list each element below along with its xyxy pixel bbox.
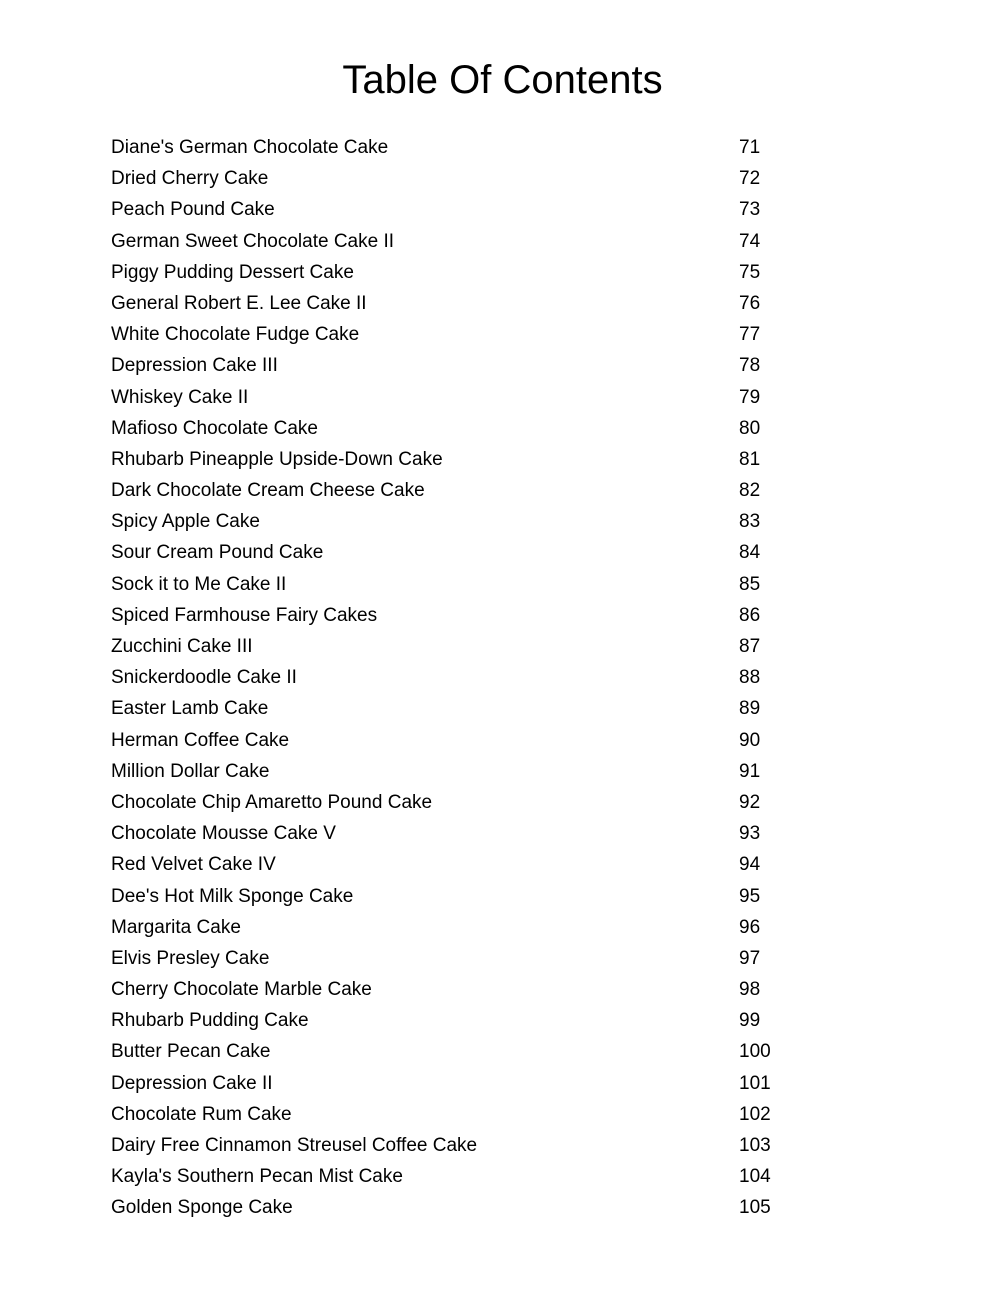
toc-entry-title: White Chocolate Fudge Cake: [111, 324, 360, 346]
toc-entry-title: Chocolate Mousse Cake V: [111, 823, 336, 845]
toc-entry-page-number: 102: [739, 1103, 771, 1125]
toc-entry-title: Elvis Presley Cake: [111, 947, 270, 969]
toc-entry: [111, 1039, 811, 1070]
toc-entry: [111, 696, 811, 727]
toc-entry: [111, 634, 811, 665]
toc-entry-title: General Robert E. Lee Cake II: [111, 292, 367, 314]
toc-entry-page-number: 86: [739, 604, 761, 626]
toc-entry-page-number: 80: [739, 417, 761, 439]
toc-entry-title: Depression Cake III: [111, 355, 278, 377]
toc-entry-page-number: 84: [739, 542, 761, 564]
toc-entry-page-number: 103: [739, 1135, 771, 1156]
toc-entry: [111, 197, 811, 228]
toc-entry-title: Sock it to Me Cake II: [111, 573, 287, 595]
toc-entry: [111, 291, 811, 322]
toc-entry-title: Dried Cherry Cake: [111, 168, 269, 190]
toc-entry-title: Depression Cake II: [111, 1072, 273, 1094]
toc-entry-title: Piggy Pudding Dessert Cake: [111, 261, 354, 283]
toc-entry: [111, 821, 811, 852]
toc-entry: [111, 728, 811, 759]
toc-entry: [111, 447, 811, 478]
toc-entry-title: Dee's Hot Milk Sponge Cake: [111, 885, 354, 907]
toc-entry: [111, 1133, 811, 1164]
toc-entry-page-number: 78: [739, 355, 761, 377]
toc-entry-page-number: 74: [739, 230, 761, 252]
toc-entry: [111, 416, 811, 447]
toc-entry-page-number: 100: [739, 1041, 771, 1063]
toc-list: [111, 135, 811, 1227]
toc-entry-title: Million Dollar Cake: [111, 760, 270, 782]
toc-entry-title: Sour Cream Pound Cake: [111, 542, 324, 564]
toc-entry-page-number: 81: [739, 448, 761, 470]
toc-entry-title: Rhubarb Pudding Cake: [111, 1010, 309, 1032]
toc-entry-title: Dark Chocolate Cream Cheese Cake: [111, 480, 425, 502]
toc-entry: [111, 852, 811, 883]
toc-entry-title: Dairy Free Cinnamon Streusel Coffee Cake: [111, 1135, 478, 1156]
toc-entry-title: Chocolate Rum Cake: [111, 1103, 292, 1125]
toc-entry-title: Zucchini Cake III: [111, 636, 253, 657]
toc-entry-page-number: 94: [739, 854, 761, 876]
toc-entry-page-number: 76: [739, 292, 761, 314]
toc-entry: [111, 603, 811, 634]
toc-entry-page-number: 90: [739, 729, 761, 751]
toc-entry-title: Easter Lamb Cake: [111, 698, 269, 720]
toc-entry-page-number: 85: [739, 573, 761, 595]
toc-entry-title: Spiced Farmhouse Fairy Cakes: [111, 604, 378, 626]
toc-entry-page-number: 88: [739, 667, 761, 689]
toc-entry: [111, 1071, 811, 1102]
toc-entry-page-number: 83: [739, 511, 761, 533]
toc-entry: [111, 790, 811, 821]
toc-entry-page-number: 104: [739, 1166, 771, 1188]
toc-entry-title: Spicy Apple Cake: [111, 511, 260, 533]
toc-entry-title: Mafioso Chocolate Cake: [111, 417, 318, 439]
page-title: Table Of Contents: [342, 58, 663, 102]
toc-entry: [111, 229, 811, 260]
toc-entry-page-number: 92: [739, 791, 761, 813]
toc-entry-page-number: 75: [739, 261, 761, 283]
toc-entry-page-number: 91: [739, 760, 761, 782]
toc-entry-page-number: 105: [739, 1197, 771, 1219]
toc-entry-page-number: 97: [739, 947, 761, 969]
toc-entry-page-number: 82: [739, 480, 761, 502]
toc-entry-title: Butter Pecan Cake: [111, 1041, 271, 1063]
toc-entry-title: Golden Sponge Cake: [111, 1197, 293, 1219]
toc-entry-title: Margarita Cake: [111, 916, 241, 938]
toc-entry: [111, 884, 811, 915]
toc-entry-page-number: 99: [739, 1010, 761, 1032]
toc-entry-title: Diane's German Chocolate Cake: [111, 137, 389, 158]
toc-entry-page-number: 77: [739, 324, 761, 346]
toc-entry: [111, 260, 811, 291]
toc-entry-title: Peach Pound Cake: [111, 199, 275, 221]
toc-entry: [111, 946, 811, 977]
toc-entry: [111, 540, 811, 571]
toc-entry: [111, 135, 811, 166]
toc-entry-page-number: 101: [739, 1072, 771, 1094]
toc-entry-page-number: 79: [739, 386, 761, 408]
toc-entry: [111, 1164, 811, 1195]
toc-entry-title: Kayla's Southern Pecan Mist Cake: [111, 1166, 403, 1188]
toc-entry-title: Snickerdoodle Cake II: [111, 667, 297, 689]
toc-entry-title: Whiskey Cake II: [111, 386, 249, 408]
toc-entry: [111, 1008, 811, 1039]
toc-entry-page-number: 89: [739, 698, 761, 720]
toc-entry-page-number: 71: [739, 137, 761, 158]
toc-entry-title: Cherry Chocolate Marble Cake: [111, 979, 372, 1001]
toc-entry-title: German Sweet Chocolate Cake II: [111, 230, 395, 252]
toc-entry: [111, 322, 811, 353]
toc-entry: [111, 572, 811, 603]
toc-entry: [111, 915, 811, 946]
toc-entry-page-number: 93: [739, 823, 761, 845]
toc-entry: [111, 1102, 811, 1133]
toc-entry-title: Rhubarb Pineapple Upside-Down Cake: [111, 448, 443, 470]
toc-entry: [111, 353, 811, 384]
toc-entry-page-number: 96: [739, 916, 761, 938]
toc-entry: [111, 166, 811, 197]
toc-entry-page-number: 98: [739, 979, 761, 1001]
toc-entry: [111, 977, 811, 1008]
toc-entry: [111, 478, 811, 509]
toc-entry: [111, 385, 811, 416]
toc-entry: [111, 1195, 811, 1226]
toc-entry-page-number: 72: [739, 168, 761, 190]
toc-entry: [111, 665, 811, 696]
toc-entry-page-number: 73: [739, 199, 761, 221]
toc-entry-title: Red Velvet Cake IV: [111, 854, 276, 876]
toc-entry-title: Herman Coffee Cake: [111, 729, 290, 751]
toc-entry: [111, 509, 811, 540]
toc-entry: [111, 759, 811, 790]
toc-entry-page-number: 95: [739, 885, 761, 907]
toc-entry-page-number: 87: [739, 636, 761, 657]
toc-entry-title: Chocolate Chip Amaretto Pound Cake: [111, 791, 433, 813]
